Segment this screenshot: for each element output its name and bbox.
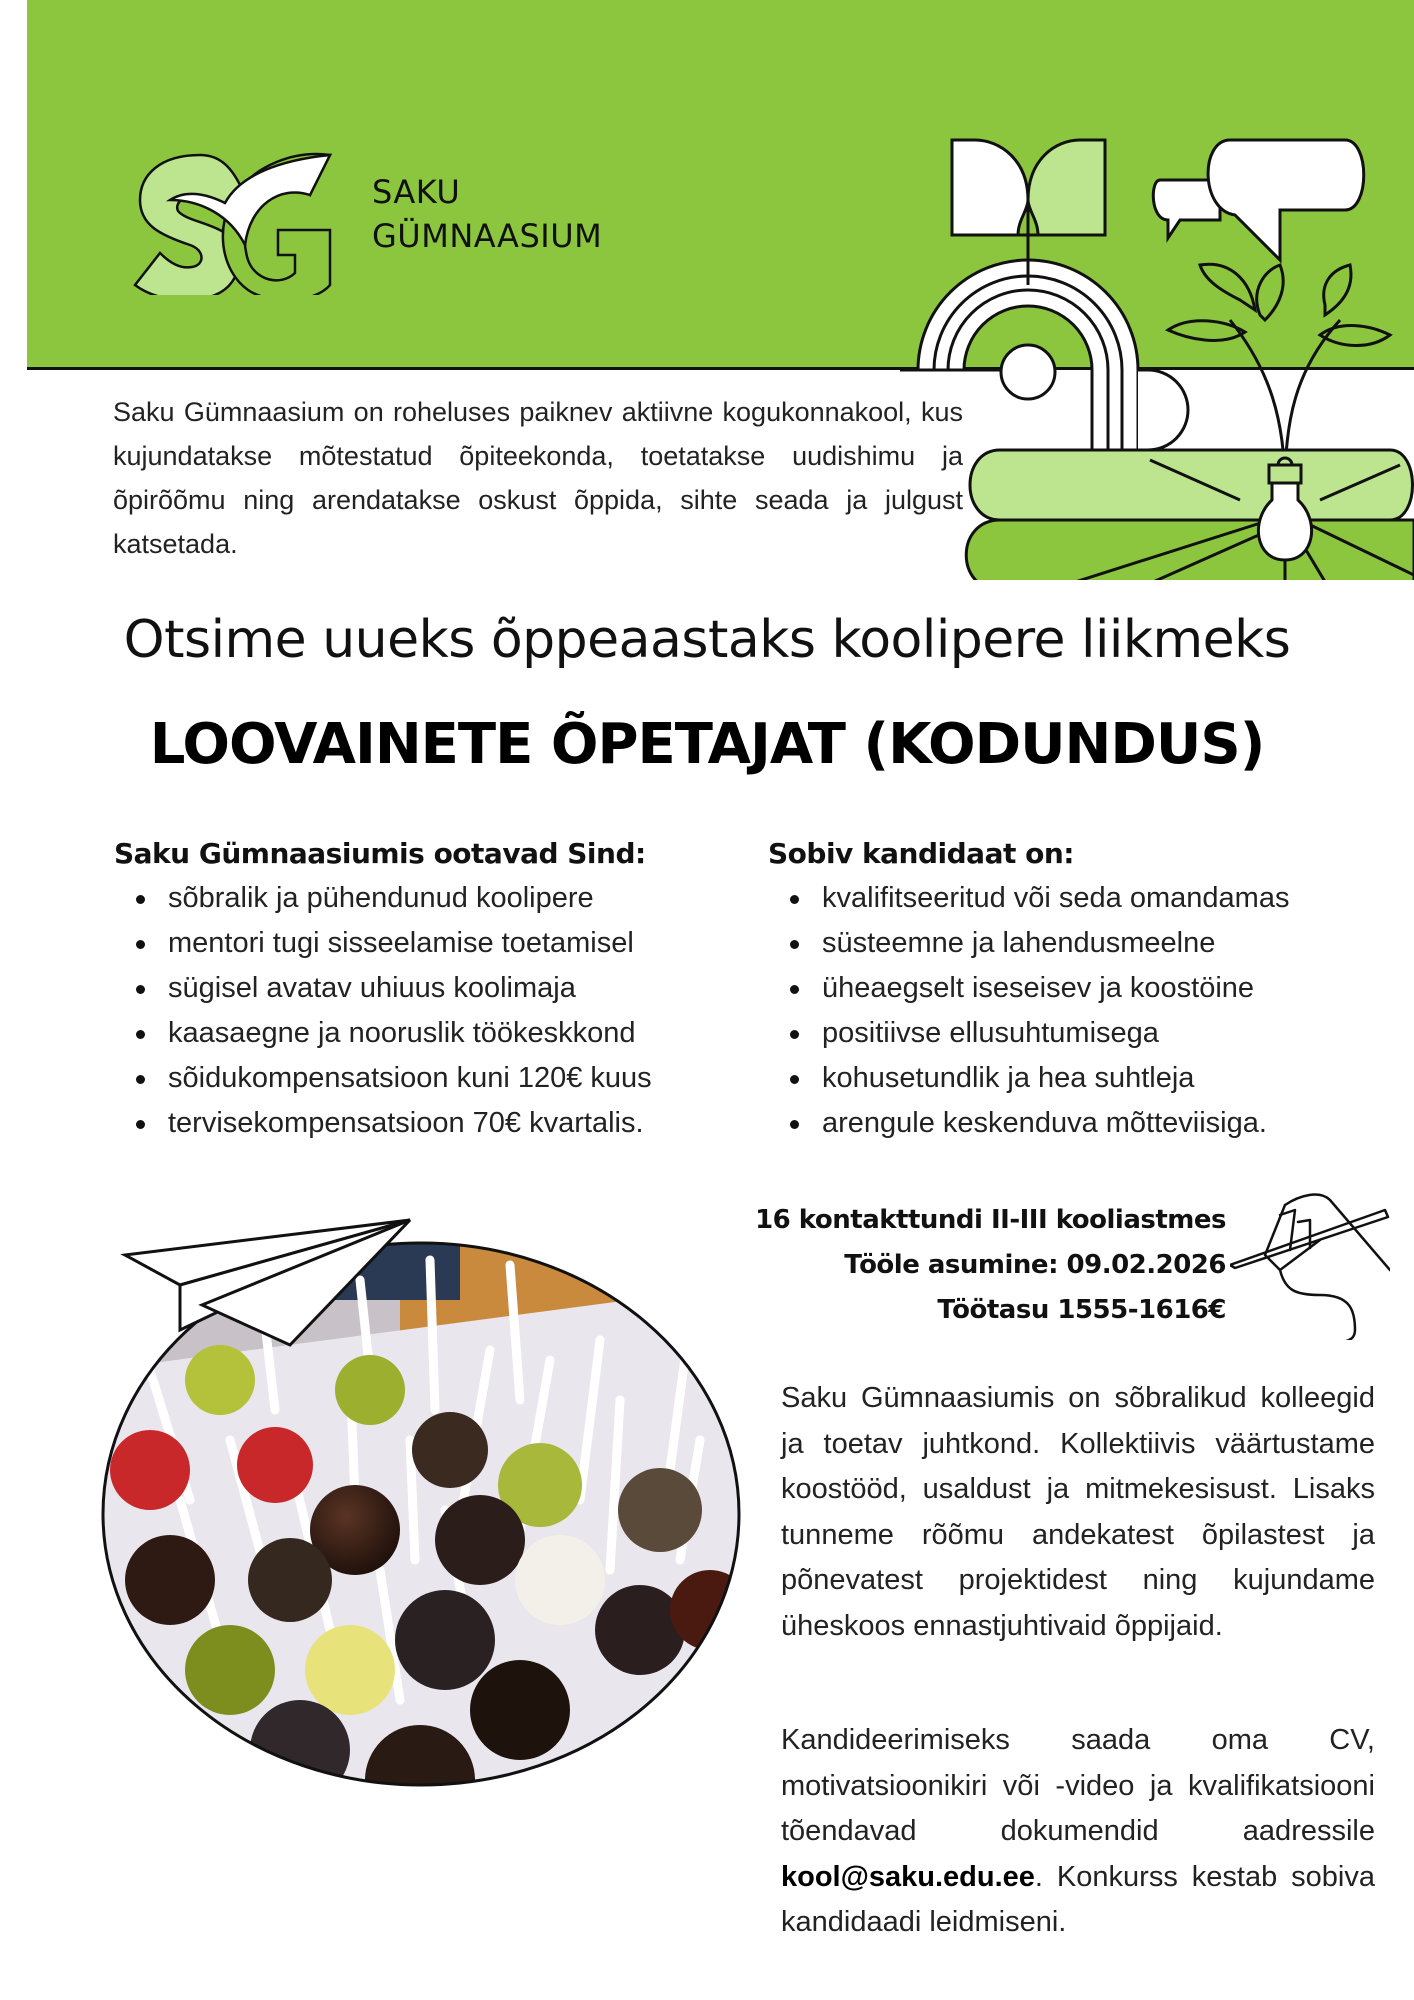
list-item: mentori tugi sisseelamise toetamisel: [168, 921, 734, 966]
apply-paragraph: [781, 1718, 1375, 1946]
list-item: üheaegselt iseseisev ja koostöine: [822, 966, 1388, 1011]
candidate-list: [768, 876, 1388, 1146]
intro-paragraph: Saku Gümnaasium on roheluses paiknev aktiivne kogukonnakool, kus kujundatakse mõtestatud õpiteekonda, toetatakse uudishimu ja õpirõõmu ning arendatakse oskust õppida, sihte seada ja julgust katsetada.: [113, 397, 963, 559]
list-item: sõidukompensatsioon kuni 120€ kuus: [168, 1056, 734, 1101]
list-item: kaasaegne ja nooruslik töökeskkond: [168, 1011, 734, 1056]
list-item: süsteemne ja lahendusmeelne: [822, 921, 1388, 966]
list-item: tervisekompensatsioon 70€ kvartalis.: [168, 1101, 734, 1146]
list-item: kvalifitseeritud või seda omandamas: [822, 876, 1388, 921]
list-item: positiivse ellusuhtumisega: [822, 1011, 1388, 1056]
list-item: arengule keskenduva mõtteviisiga.: [822, 1101, 1388, 1146]
hand-writing-icon: [1230, 1180, 1390, 1340]
position-title: LOOVAINETE ÕPETAJAT (KODUNDUS): [149, 712, 1265, 777]
list-item: kohusetundlik ja hea suhtleja: [822, 1056, 1388, 1101]
school-name-line2: GÜMNAASIUM: [372, 217, 603, 255]
salary: Töötasu 1555-1616€: [937, 1295, 1226, 1325]
offers-section: [114, 832, 734, 1146]
paper-plane-icon: [120, 1215, 420, 1365]
school-logo-icon: [130, 145, 345, 295]
contact-hours: 16 kontakttundi II-III kooliastmes: [755, 1205, 1226, 1235]
start-date: Tööle asumine: 09.02.2026: [844, 1250, 1226, 1280]
growth-illustration-icon: [900, 120, 1414, 580]
page-headline: Otsime uueks õppeaastaks koolipere liikmeks: [123, 610, 1291, 670]
offers-list: [114, 876, 734, 1146]
list-item: sügisel avatav uhiuus koolimaja: [168, 966, 734, 1011]
offers-heading: Saku Gümnaasiumis ootavad Sind:: [114, 837, 646, 870]
email-link[interactable]: kool@saku.edu.ee: [781, 1860, 1035, 1893]
apply-text-after: . Konkurss kestab sobiva kandidaadi leidmiseni.: [781, 1860, 1375, 1938]
school-name: [372, 170, 602, 258]
candidate-section: [768, 832, 1388, 1146]
candidate-heading: Sobiv kandidaat on:: [768, 837, 1074, 870]
list-item: sõbralik ja pühendunud koolipere: [168, 876, 734, 921]
school-name-line1: SAKU: [372, 173, 461, 211]
apply-text-before: Kandideerimiseks saada oma CV, motivatsioonikiri või -video ja kvalifikatsiooni tõendavad dokumendid aadressile: [781, 1724, 1375, 1847]
about-paragraph: Saku Gümnaasiumis on sõbralikud kolleegid ja toetav juhtkond. Kollektiivis väärtustame koostööd, usaldust ja mitmekesisust. Lisaks tunneme rõõmu andekatest õpilastest ja põnevatest projektidest ning kujundame üheskoos ennastjuhtivaid õppijaid.: [781, 1382, 1375, 1642]
